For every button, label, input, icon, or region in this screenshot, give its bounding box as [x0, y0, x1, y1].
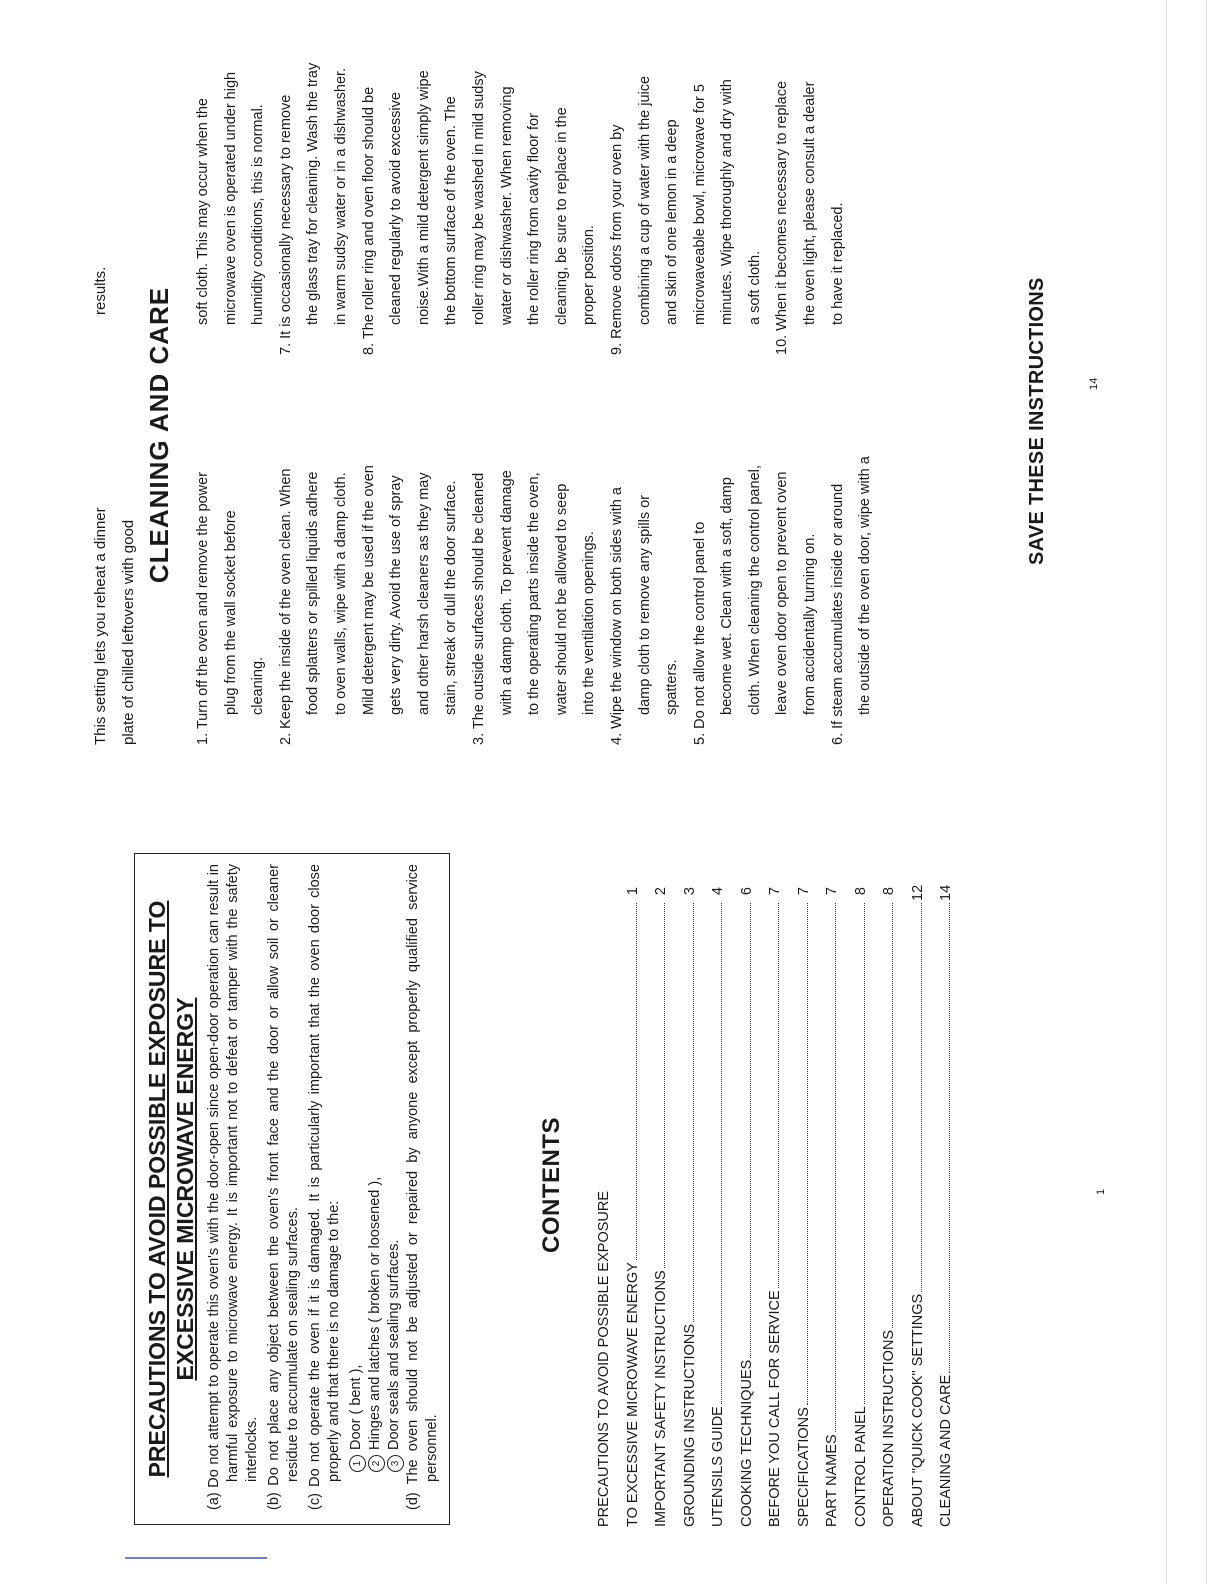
toc-entry-page: 14 [938, 884, 954, 901]
cleaning-line: from accidentally turning on. [802, 533, 819, 715]
cleaning-line: 8. The roller ring and oven floor should be [360, 86, 377, 355]
precaution-item: (d) The oven should not be adjusted or repaired by anyone except properly qualified service personnel. [405, 864, 440, 1510]
cleaning-line: the bottom surface of the oven. The [443, 96, 460, 325]
cleaning-line: proper position. [581, 225, 598, 325]
toc-entry [853, 887, 882, 1527]
cleaning-line: spatters. [664, 659, 681, 715]
cleaning-line: 3. The outside surfaces should be cleaned [470, 472, 487, 745]
toc-leader-dots [778, 903, 779, 1288]
cleaning-column-right [190, 15, 852, 355]
precaution-item: (c) Do not operate the oven if it is damaged. It is particularly important that the oven door close properly and that there is no damage to the: [307, 864, 342, 1510]
intro-results: results. [92, 266, 109, 315]
toc-leader-dots [750, 903, 751, 1358]
toc-entry-page: 8 [852, 887, 869, 896]
left-page [120, 835, 1107, 1535]
cleaning-line: noise.With a mild detergent simply wipe [415, 70, 432, 325]
precaution-item: (a) Do not attempt to operate this oven's with the door-open since open-door operation can result in harmful exposure to microwave energy. It is important not to defeat or tamper with the safety interlocks. [206, 864, 260, 1510]
page-number: 14 [1088, 377, 1100, 390]
cleaning-title: CLEANING AND CARE [144, 286, 174, 584]
toc-leader-dots [721, 903, 722, 1404]
cleaning-line: cleaned regularly to avoid excessive [388, 92, 405, 325]
toc-leader-dots [835, 903, 836, 1432]
precautions-list [205, 854, 344, 1524]
cleaning-line: microwave oven is operated under high [222, 71, 239, 325]
toc-leader-dots [807, 903, 808, 1405]
cleaning-line: water or dishwasher. When removing [498, 86, 515, 325]
cleaning-line: stain, streak or dull the door surface. [443, 480, 460, 715]
cleaning-line: food splatters or spilled liquids adhere [305, 471, 322, 715]
toc-entry [653, 887, 682, 1527]
toc-entry-label: CONTROL PANEL [852, 1406, 869, 1527]
toc-leader-dots [636, 903, 637, 1260]
cleaning-line: into the ventilation openings. [581, 531, 598, 715]
toc-leader-dots [693, 903, 694, 1322]
cleaning-line: become wet. Clean with a soft, damp [719, 477, 736, 715]
cleaning-line: and skin of one lemon in a deep [664, 119, 681, 325]
precautions-list-d [404, 854, 442, 1524]
cleaning-line: combining a cup of water with the juice [636, 75, 653, 325]
toc-entry-page: 3 [681, 887, 698, 896]
cleaning-line: soft cloth. This may occur when the [195, 97, 211, 325]
cleaning-line: 6. If steam accumulates inside or around [829, 483, 846, 745]
toc-entry-label: PART NAMES [824, 1434, 840, 1527]
cleaning-line: to oven walls, wipe with a damp cloth. [332, 472, 349, 715]
damage-item: 3Door seals and sealing surfaces. [385, 854, 404, 1472]
intro-line: This setting lets you reheat a dinner [92, 507, 109, 745]
toc-entry-page: 1 [624, 887, 641, 896]
toc-entry-label: TO EXCESSIVE MICROWAVE ENERGY [624, 1262, 641, 1527]
cleaning-line: Mild detergent may be used if the oven [360, 465, 377, 715]
intro-line: plate of chilled leftovers with good [120, 519, 137, 745]
circled-number: 3 [387, 1455, 404, 1472]
toc-leader-dots [921, 903, 922, 1292]
toc-first-line: PRECAUTIONS TO AVOID POSSIBLE EXPOSURE [596, 1190, 612, 1527]
cleaning-line: to have it replaced. [829, 202, 846, 325]
toc-entry [881, 887, 910, 1527]
toc-entry [625, 887, 654, 1527]
cleaning-line: with a damp cloth. To prevent damage [498, 470, 515, 715]
toc-entry-page: 7 [795, 887, 812, 896]
cleaning-line: the oven light, please consult a dealer [802, 81, 819, 325]
cleaning-line: the roller ring from cavity floor for [526, 113, 543, 325]
toc-entry [682, 887, 711, 1527]
cleaning-line: cloth. When cleaning the control panel, [746, 465, 763, 715]
toc-entry-page: 7 [824, 887, 840, 896]
damage-list [347, 854, 404, 1524]
cleaning-line: to the operating parts inside the oven, [526, 472, 543, 715]
cleaning-line: cleaning. [250, 656, 267, 715]
toc-entry [909, 884, 939, 1527]
precautions-box [134, 853, 450, 1525]
cleaning-line: humidity conditions, this is normal. [250, 104, 267, 325]
page-number: 1 [1095, 1188, 1107, 1195]
scan-edge-line [1206, 0, 1207, 1584]
contents-title: CONTENTS [538, 1117, 565, 1253]
scan-edge-line [1166, 0, 1167, 1584]
cleaning-line: gets very dirty. Avoid the use of spray [388, 475, 405, 715]
toc-entry [824, 887, 853, 1527]
toc-entry-label: BEFORE YOU CALL FOR SERVICE [767, 1290, 783, 1527]
toc-entry-page: 12 [909, 884, 926, 901]
cleaning-line: plug from the wall socket before [222, 510, 239, 715]
toc-entry-label: CLEANING AND CARE [938, 1374, 954, 1527]
cleaning-line: water should not be allowed to seep [553, 483, 570, 715]
cleaning-line: in warm sudsy water or in a dishwasher. [332, 67, 349, 325]
cleaning-line: damp cloth to remove any spills or [636, 494, 653, 715]
cleaning-line: and other harsh cleaners as they may [415, 472, 432, 715]
cleaning-line: microwaveable bowl, microwave for 5 [691, 84, 708, 325]
toc-entry-page: 2 [653, 887, 669, 896]
toc-entry [938, 884, 967, 1527]
right-page [80, 45, 1100, 745]
cleaning-line: minutes. Wipe thoroughly and dry with [719, 79, 736, 325]
damage-item: 2Hinges and latches ( broken or loosened ), [366, 854, 385, 1472]
save-instructions: SAVE THESE INSTRUCTIONS [1026, 277, 1048, 565]
damage-item: 1Door ( bent ), [347, 854, 366, 1472]
circled-number: 2 [368, 1455, 385, 1472]
toc-leader-dots [664, 903, 665, 1268]
toc-entry-label: COOKING TECHNIQUES [738, 1359, 755, 1527]
cleaning-line: 9. Remove odors from your oven by [608, 124, 625, 355]
toc-leader-dots [892, 903, 893, 1328]
cleaning-line: 7. It is occasionally necessary to remove [277, 94, 294, 355]
toc-entry-page: 6 [738, 887, 755, 896]
cleaning-line: the outside of the oven door, wipe with a [857, 456, 874, 715]
toc-leader-dots [949, 903, 950, 1373]
toc-entry-label: IMPORTANT SAFETY INSTRUCTIONS [653, 1270, 669, 1527]
precautions-title: PRECAUTIONS TO AVOID POSSIBLE EXPOSURE TO EXCESSIVE MICROWAVE ENERGY [144, 900, 198, 1478]
toc-entry [767, 887, 796, 1527]
cleaning-line: 10. When it becomes necessary to replace [774, 80, 791, 355]
cleaning-line: cleaning, be sure to replace in the [553, 107, 570, 325]
cleaning-line: 4. Wipe the window on both sides with a [608, 487, 625, 745]
toc-entry-label: UTENSILS GUIDE [710, 1406, 726, 1527]
contents-list [596, 884, 967, 1527]
toc-entry [710, 887, 739, 1527]
toc-entry-label: OPERATION INSTRUCTIONS [881, 1329, 897, 1527]
circled-number: 1 [349, 1455, 366, 1472]
cleaning-line: leave oven door open to prevent oven [774, 471, 791, 715]
scan-blue-line [125, 1557, 267, 1559]
toc-entry-page: 8 [881, 887, 897, 896]
toc-leader-dots [864, 903, 865, 1404]
toc-entry [739, 887, 768, 1527]
toc-entry-page: 7 [767, 887, 783, 896]
toc-entry-label: GROUNDING INSTRUCTIONS [681, 1324, 698, 1527]
cleaning-line: roller ring may be washed in mild sudsy [470, 71, 487, 325]
precaution-item: (b) Do not place any object between the oven's front face and the door or allow soil or cleaner residue to accumulate on sealing surfaces. [266, 864, 301, 1510]
cleaning-line: 2. Keep the inside of the oven clean. When [277, 468, 294, 745]
cleaning-line: a soft cloth. [746, 250, 763, 325]
toc-entry [796, 887, 825, 1527]
toc-entry-page: 4 [710, 887, 726, 896]
toc-entry-label: ABOUT "QUICK COOK" SETTINGS [909, 1293, 926, 1527]
toc-entry-label: SPECIFICATIONS [795, 1407, 812, 1527]
cleaning-line: 1. Turn off the oven and remove the power [195, 472, 211, 745]
cleaning-line: the glass tray for cleaning. Wash the tray [305, 62, 322, 325]
cleaning-column-left [190, 405, 880, 745]
cleaning-line: 5. Do not allow the control panel to [691, 521, 708, 745]
